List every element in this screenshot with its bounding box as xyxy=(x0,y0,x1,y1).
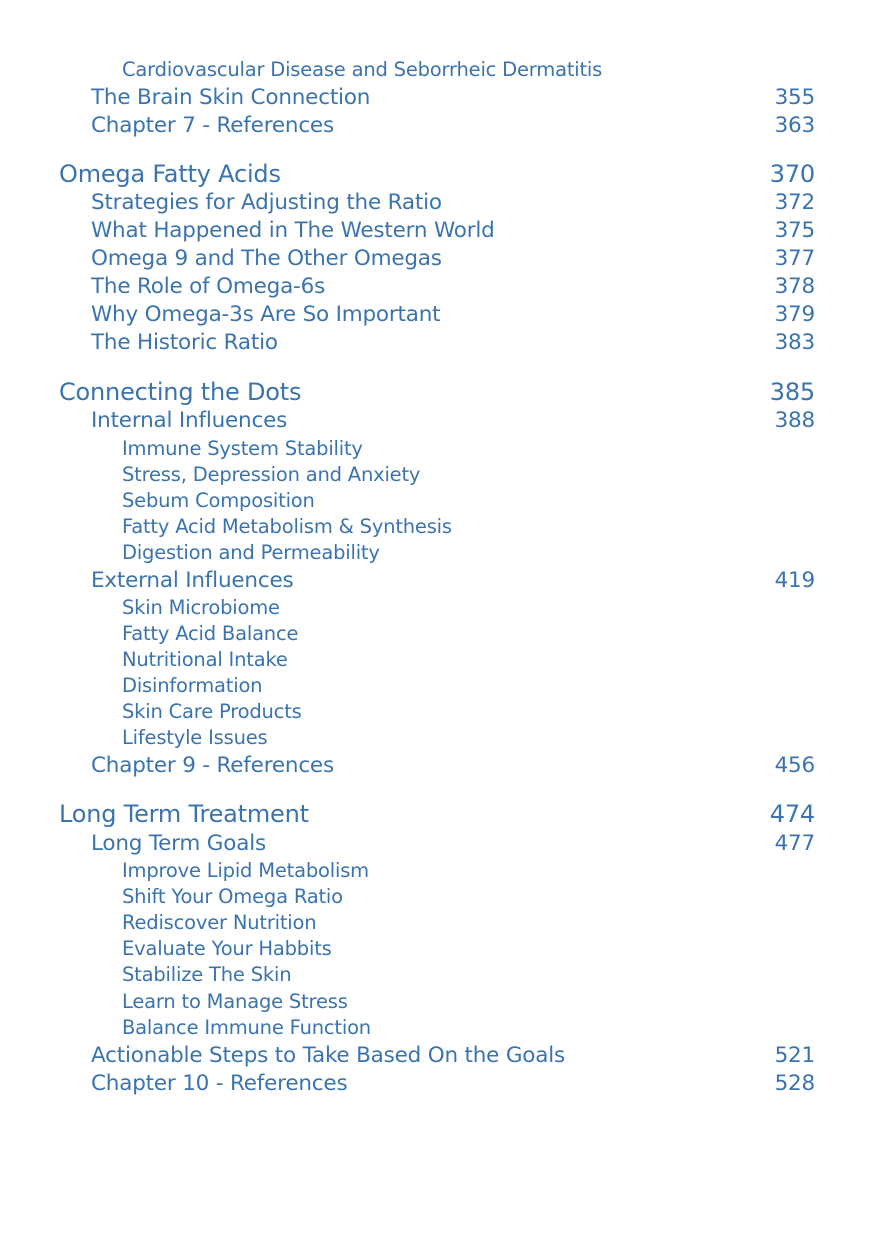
toc-entry-title[interactable]: Chapter 10 - References xyxy=(91,1071,348,1096)
toc-entry-page-number: 355 xyxy=(774,85,815,110)
toc-entry-page-number: 375 xyxy=(774,218,815,243)
toc-entry-title[interactable]: Lifestyle Issues xyxy=(122,726,268,749)
toc-entry-page-number: 372 xyxy=(774,190,815,215)
toc-entry-page-number: 377 xyxy=(774,246,815,271)
toc-entry-title[interactable]: Fatty Acid Metabolism & Synthesis xyxy=(122,515,452,538)
toc-entry-title[interactable]: Fatty Acid Balance xyxy=(122,622,299,645)
toc-entry-title[interactable]: Strategies for Adjusting the Ratio xyxy=(91,190,442,215)
toc-entry-title[interactable]: Rediscover Nutrition xyxy=(122,911,317,934)
toc-entry-title[interactable]: Stabilize The Skin xyxy=(122,963,292,986)
toc-entry-title[interactable]: Learn to Manage Stress xyxy=(122,990,348,1013)
toc-entry-page-number: 456 xyxy=(774,753,815,778)
toc-entry-page-number: 378 xyxy=(774,274,815,299)
toc-entry-page-number: 370 xyxy=(769,160,815,188)
toc-entry-title[interactable]: Disinformation xyxy=(122,674,263,697)
toc-entry-page-number: 419 xyxy=(774,568,815,593)
toc-entry-title[interactable]: Chapter 7 - References xyxy=(91,113,334,138)
toc-entry-title[interactable]: What Happened in The Western World xyxy=(91,218,495,243)
toc-entry-title[interactable]: Cardiovascular Disease and Seborrheic Dermatitis xyxy=(122,58,603,81)
toc-entry-title[interactable]: Omega Fatty Acids xyxy=(59,160,281,188)
toc-entry-title[interactable]: The Role of Omega-6s xyxy=(91,274,326,299)
toc-entry-title[interactable]: External Influences xyxy=(91,568,294,593)
toc-entry-title[interactable]: Skin Microbiome xyxy=(122,596,280,619)
toc-entry-title[interactable]: Long Term Treatment xyxy=(59,800,309,828)
toc-entry-page-number: 477 xyxy=(774,831,815,856)
toc-entry-title[interactable]: Actionable Steps to Take Based On the Goals xyxy=(91,1043,565,1068)
toc-entry-title[interactable]: Shift Your Omega Ratio xyxy=(122,885,343,908)
toc-entry-title[interactable]: Stress, Depression and Anxiety xyxy=(122,463,421,486)
toc-entry-title[interactable]: The Historic Ratio xyxy=(91,330,278,355)
toc-entry-title[interactable]: Sebum Composition xyxy=(122,489,315,512)
toc-entry-title[interactable]: Long Term Goals xyxy=(91,831,266,856)
toc-entry-page-number: 528 xyxy=(774,1071,815,1096)
toc-entry-page-number: 521 xyxy=(774,1043,815,1068)
toc-entry-page-number: 474 xyxy=(769,800,815,828)
toc-entry-title[interactable]: Connecting the Dots xyxy=(59,378,302,406)
toc-entry-title[interactable]: Skin Care Products xyxy=(122,700,302,723)
toc-entry-title[interactable]: Omega 9 and The Other Omegas xyxy=(91,246,442,271)
toc-entry-title[interactable]: The Brain Skin Connection xyxy=(91,85,371,110)
toc-entry-page-number: 388 xyxy=(774,408,815,433)
toc-entry-title[interactable]: Evaluate Your Habbits xyxy=(122,937,332,960)
toc-entry-title[interactable]: Balance Immune Function xyxy=(122,1016,371,1039)
toc-entry-title[interactable]: Why Omega-3s Are So Important xyxy=(91,302,441,327)
toc-entry-page-number: 383 xyxy=(774,330,815,355)
toc-entry-title[interactable]: Internal Influences xyxy=(91,408,288,433)
toc-entry-page-number: 385 xyxy=(769,378,815,406)
toc-entry-title[interactable]: Chapter 9 - References xyxy=(91,753,334,778)
toc-entry-title[interactable]: Improve Lipid Metabolism xyxy=(122,859,369,882)
toc-entry-title[interactable]: Nutritional Intake xyxy=(122,648,288,671)
toc-entry-title[interactable]: Immune System Stability xyxy=(122,437,363,460)
toc-entry-title[interactable]: Digestion and Permeability xyxy=(122,541,380,564)
toc-entry-page-number: 379 xyxy=(774,302,815,327)
toc-entry-page-number: 363 xyxy=(774,113,815,138)
